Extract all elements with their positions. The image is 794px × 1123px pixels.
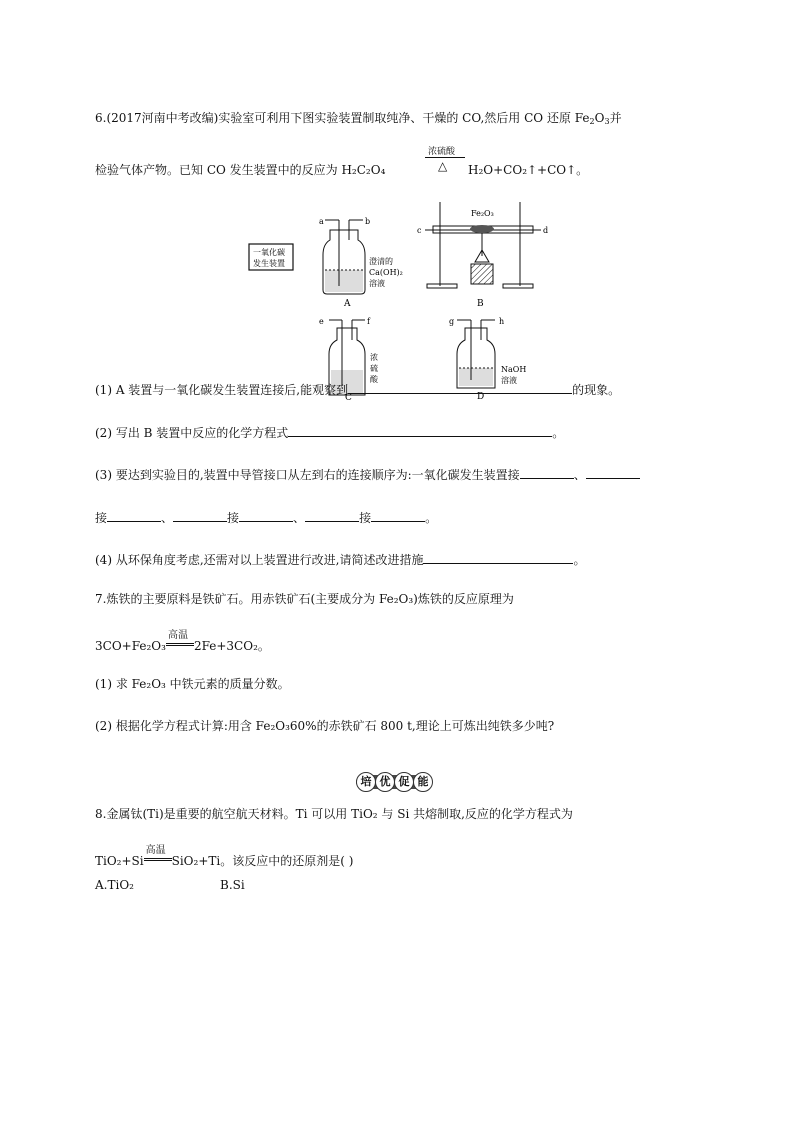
q6-intro-line1 (95, 110, 622, 130)
q6-sub3-blank-5[interactable] (239, 508, 293, 522)
q6-intro-line2 (95, 159, 589, 178)
q6-sub3-end: 。 (425, 511, 438, 525)
banner-char-3: 促 (394, 772, 414, 792)
q6-sub2-blank[interactable] (288, 423, 552, 437)
q7-sub1: (1) 求 Fe₂O₃ 中铁元素的质量分数。 (95, 677, 290, 691)
label-B: B (477, 299, 484, 309)
q6-end: 并 (609, 111, 622, 125)
D-liquid-2: 溶液 (501, 376, 517, 385)
port-c: c (417, 226, 422, 235)
bottle-D (457, 320, 495, 388)
label-C: C (345, 393, 352, 400)
q8-eq-right: SiO₂+Ti。该反应中的还原剂是( ) (171, 854, 354, 868)
q6-sub-3: 3 (604, 117, 610, 126)
C-liquid-1: 浓 (370, 353, 378, 362)
apparatus-figure (245, 200, 565, 400)
q6-sub3-blank-3[interactable] (107, 508, 161, 522)
q8-option-b[interactable]: B.Si (220, 878, 245, 892)
q6-sub3-blank-1[interactable] (520, 465, 574, 479)
q8-eq-condition: 高温 (145, 845, 166, 856)
q7-eq-left: 3CO+Fe₂O₃ (95, 639, 166, 653)
banner-char-1: 培 (356, 772, 376, 792)
q7-equation (95, 630, 270, 654)
q6-sub3-line1 (95, 465, 640, 483)
label-A: A (344, 299, 351, 309)
q6-formula-head: H₂C₂O₄ (341, 163, 386, 177)
C-liquid-3: 酸 (370, 375, 378, 384)
q6-sub-2: 2 (589, 117, 595, 126)
banner-char-2: 优 (375, 772, 395, 792)
q6-sub3-blank-2[interactable] (586, 465, 640, 479)
q6-sub1-text: (1) A 装置与一氧化碳发生装置连接后,能观察到 (95, 383, 349, 397)
q8-equation (95, 845, 354, 869)
q8-eq-left: TiO₂+Si (95, 854, 144, 868)
q6-sub3-sep-1: 、 (573, 468, 586, 482)
q6-sub3-line2 (95, 508, 437, 526)
q6-sub3-jie-1: 接 (95, 511, 108, 525)
q6-sub3-sep-3: 、 (293, 511, 306, 525)
port-g: g (449, 317, 455, 326)
section-banner (356, 772, 432, 792)
B-reagent: Fe₂O₃ (471, 209, 494, 218)
port-f: f (367, 317, 370, 326)
banner-char-4: 能 (413, 772, 433, 792)
q6-sub3-sep-2: 、 (161, 511, 174, 525)
label-D: D (477, 392, 485, 400)
port-b: b (365, 217, 371, 226)
q6-sub4-end: 。 (573, 553, 586, 567)
bottle-A (323, 220, 365, 294)
q6-sub1 (95, 380, 620, 398)
q6-sub3-text: (3) 要达到实验目的,装置中导管接口从左到右的连接顺序为:一氧化碳发生装置接 (95, 468, 520, 482)
q7-intro: 7.炼铁的主要原料是铁矿石。用赤铁矿石(主要成分为 Fe₂O₃)炼铁的反应原理为 (95, 592, 514, 606)
port-a: a (319, 217, 324, 226)
q8-eq-arrow (144, 845, 172, 865)
q6-intro-b-visible: 检验气体产物。已知 CO 发生装置中的反应为 (95, 163, 342, 177)
q6-intro-text: 6.(2017河南中考改编)实验室可利用下图实验装置制取纯净、干燥的 CO,然后用 CO 还原 Fe (95, 111, 590, 125)
generator-label-1: 一氧化碳 (253, 248, 285, 257)
port-d: d (543, 226, 549, 235)
port-e: e (319, 317, 324, 326)
q6-sub3-blank-4[interactable] (173, 508, 227, 522)
q6-sub4-blank[interactable] (423, 550, 573, 564)
q6-condition-bottom: △ (438, 159, 448, 173)
q6-sub3-jie-2: 接 (227, 511, 240, 525)
q6-formula-tail: H₂O+CO₂↑+CO↑。 (468, 163, 589, 177)
A-liquid-3: 溶液 (369, 279, 385, 288)
q7-eq-condition: 高温 (167, 630, 188, 641)
q6-sub4-text: (4) 从环保角度考虑,还需对以上装置进行改进,请简述改进措施 (95, 553, 424, 567)
q6-sub3-jie-3: 接 (359, 511, 372, 525)
q6-sub2 (95, 423, 564, 441)
generator-label-2: 发生装置 (253, 259, 285, 268)
q6-sub2-text: (2) 写出 B 装置中反应的化学方程式 (95, 426, 289, 440)
q6-o: O (594, 111, 605, 125)
port-h: h (499, 317, 505, 326)
q7-eq-right: 2Fe+3CO₂。 (193, 639, 270, 653)
q7-eq-arrow (166, 630, 194, 650)
q6-sub3-blank-7[interactable] (371, 508, 425, 522)
A-liquid-1: 澄清的 (369, 257, 393, 266)
q6-sub4 (95, 550, 585, 568)
D-liquid-1: NaOH (501, 365, 527, 374)
q6-sub1-end: 的现象。 (572, 383, 621, 397)
A-liquid-2: Ca(OH)₂ (369, 268, 403, 277)
q7-sub2: (2) 根据化学方程式计算:用含 Fe₂O₃60%的赤铁矿石 800 t,理论上可炼出纯铁多少吨? (95, 719, 555, 733)
q8-option-a[interactable]: A.TiO₂ (95, 878, 134, 892)
q6-sub3-blank-6[interactable] (305, 508, 359, 522)
q6-sub2-end: 。 (552, 426, 565, 440)
q6-condition-top: 浓硫酸 (428, 147, 456, 157)
q6-sub1-blank[interactable] (348, 380, 572, 394)
C-liquid-2: 硫 (370, 364, 378, 373)
q8-intro: 8.金属钛(Ti)是重要的航空航天材料。Ti 可以用 TiO₂ 与 Si 共熔制取,反应的化学方程式为 (95, 807, 573, 821)
